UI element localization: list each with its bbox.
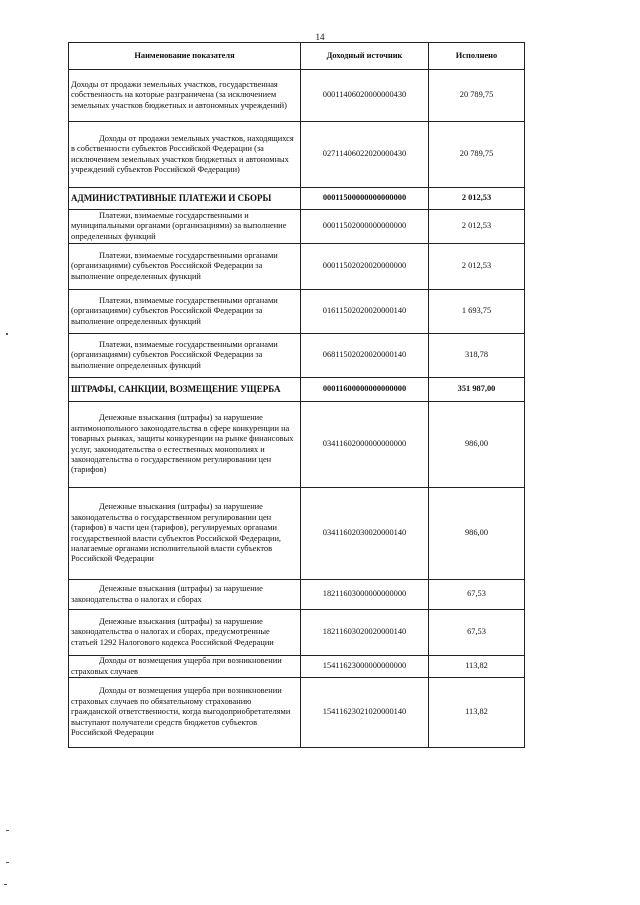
row-executed-amount: 67,53 bbox=[429, 580, 525, 610]
table-header-row bbox=[69, 43, 525, 70]
row-revenue-code: 03411602000000000000 bbox=[301, 402, 429, 488]
row-revenue-code: 18211603000000000000 bbox=[301, 580, 429, 610]
row-indicator-name bbox=[69, 656, 301, 678]
row-executed-amount: 986,00 bbox=[429, 402, 525, 488]
table-row bbox=[69, 122, 525, 188]
row-indicator-name bbox=[69, 244, 301, 290]
scan-mark bbox=[6, 830, 9, 831]
scan-mark bbox=[6, 862, 9, 863]
row-executed-amount: 20 789,75 bbox=[429, 70, 525, 122]
table-row bbox=[69, 244, 525, 290]
header-revenue-source: Доходный источник bbox=[301, 43, 429, 70]
row-revenue-code: 00011600000000000000 bbox=[301, 378, 429, 402]
table-row bbox=[69, 70, 525, 122]
row-indicator-name bbox=[69, 70, 301, 122]
row-indicator-name bbox=[69, 378, 301, 402]
row-name-text: Денежные взыскания (штрафы) за нарушение антимонопольного законодательства в сфере конкуренции на товарных рынках, защиты конкуренции на рынке финансовых услуг, законодательства о естественных монополиях и законодательства о государственном регулировании цен (тарифов) bbox=[71, 413, 294, 475]
table-row bbox=[69, 488, 525, 580]
row-executed-amount: 2 012,53 bbox=[429, 244, 525, 290]
row-executed-amount: 1 693,75 bbox=[429, 290, 525, 334]
row-indicator-name bbox=[69, 488, 301, 580]
row-revenue-code: 06811502020020000140 bbox=[301, 334, 429, 378]
row-executed-amount: 351 987,00 bbox=[429, 378, 525, 402]
row-revenue-code: 00011406020000000430 bbox=[301, 70, 429, 122]
row-indicator-name bbox=[69, 210, 301, 244]
row-indicator-name bbox=[69, 290, 301, 334]
row-executed-amount: 67,53 bbox=[429, 610, 525, 656]
row-name-text: Доходы от возмещения ущерба при возникновении страховых случаев bbox=[71, 656, 282, 676]
row-name-text: Платежи, взимаемые государственными органами (организациями) субъектов Российской Федерации за выполнение определенных функций bbox=[71, 339, 278, 370]
row-indicator-name bbox=[69, 334, 301, 378]
table-row bbox=[69, 580, 525, 610]
row-revenue-code: 15411623000000000000 bbox=[301, 656, 429, 678]
row-executed-amount: 318,78 bbox=[429, 334, 525, 378]
row-revenue-code: 15411623021020000140 bbox=[301, 678, 429, 748]
row-name-text: ШТРАФЫ, САНКЦИИ, ВОЗМЕЩЕНИЕ УЩЕРБА bbox=[71, 384, 281, 395]
row-name-text: Платежи, взимаемые государственными органами (организациями) субъектов Российской Федерации за выполнение определенных функций bbox=[71, 295, 278, 326]
table-row bbox=[69, 210, 525, 244]
row-name-text: Денежные взыскания (штрафы) за нарушение законодательства о налогах и сборах, предусмотренные статьей 1292 Налогового кодекса Российской Федерации bbox=[71, 616, 274, 647]
row-executed-amount: 986,00 bbox=[429, 488, 525, 580]
row-revenue-code: 01611502020020000140 bbox=[301, 290, 429, 334]
scan-mark bbox=[4, 884, 7, 885]
row-revenue-code: 18211603020020000140 bbox=[301, 610, 429, 656]
row-name-text: Доходы от продажи земельных участков, государственная собственность на которые разграничена (за исключением земельных участков бюджетных и автономных учреждений) bbox=[71, 79, 287, 110]
row-indicator-name bbox=[69, 678, 301, 748]
table-row bbox=[69, 402, 525, 488]
header-executed: Исполнено bbox=[429, 43, 525, 70]
row-revenue-code: 00011502000000000000 bbox=[301, 210, 429, 244]
row-executed-amount: 20 789,75 bbox=[429, 122, 525, 188]
row-indicator-name bbox=[69, 610, 301, 656]
table-row bbox=[69, 290, 525, 334]
table-row bbox=[69, 610, 525, 656]
scan-mark bbox=[6, 333, 8, 335]
row-name-text: Платежи, взимаемые государственными органами (организациями) субъектов Российской Федерации за выполнение определенных функций bbox=[71, 250, 278, 281]
header-indicator-name: Наименование показателя bbox=[69, 43, 301, 70]
row-name-text: АДМИНИСТРАТИВНЫЕ ПЛАТЕЖИ И СБОРЫ bbox=[71, 193, 272, 204]
row-executed-amount: 2 012,53 bbox=[429, 210, 525, 244]
row-executed-amount: 113,82 bbox=[429, 678, 525, 748]
row-indicator-name bbox=[69, 122, 301, 188]
row-name-text: Денежные взыскания (штрафы) за нарушение законодательства о государственном регулировании цен (тарифов) в части цен (тарифов), регулируемых органами государственной власти субъектов Российской Федерации, налагаемые органами исполнительной власти субъектов Российской Федерации bbox=[71, 502, 282, 564]
row-revenue-code: 00011500000000000000 bbox=[301, 188, 429, 210]
page-number: 14 bbox=[315, 32, 325, 42]
table-row bbox=[69, 188, 525, 210]
table-row bbox=[69, 678, 525, 748]
row-indicator-name bbox=[69, 402, 301, 488]
row-revenue-code: 02711406022020000430 bbox=[301, 122, 429, 188]
row-revenue-code: 03411602030020000140 bbox=[301, 488, 429, 580]
row-executed-amount: 113,82 bbox=[429, 656, 525, 678]
table-row bbox=[69, 656, 525, 678]
revenue-table bbox=[68, 42, 525, 748]
table-row bbox=[69, 378, 525, 402]
table-row bbox=[69, 334, 525, 378]
row-name-text: Платежи, взимаемые государственными и муниципальными органами (организациями) за выполнение определенных функций bbox=[71, 210, 287, 241]
row-indicator-name bbox=[69, 580, 301, 610]
row-executed-amount: 2 012,53 bbox=[429, 188, 525, 210]
row-name-text: Доходы от продажи земельных участков, находящихся в собственности субъектов Российской Федерации (за исключением земельных участков бюджетных и автономных учреждений субъектов Российской Федерации) bbox=[71, 133, 294, 174]
row-revenue-code: 00011502020020000000 bbox=[301, 244, 429, 290]
row-indicator-name bbox=[69, 188, 301, 210]
row-name-text: Доходы от возмещения ущерба при возникновении страховых случаев по обязательному страхованию гражданской ответственности, когда выгодоприобретателями выступают получатели средств бюджетов субъектов Российской Федерации bbox=[71, 686, 291, 738]
row-name-text: Денежные взыскания (штрафы) за нарушение законодательства о налогах и сборах bbox=[71, 584, 263, 604]
table-body bbox=[69, 70, 525, 748]
